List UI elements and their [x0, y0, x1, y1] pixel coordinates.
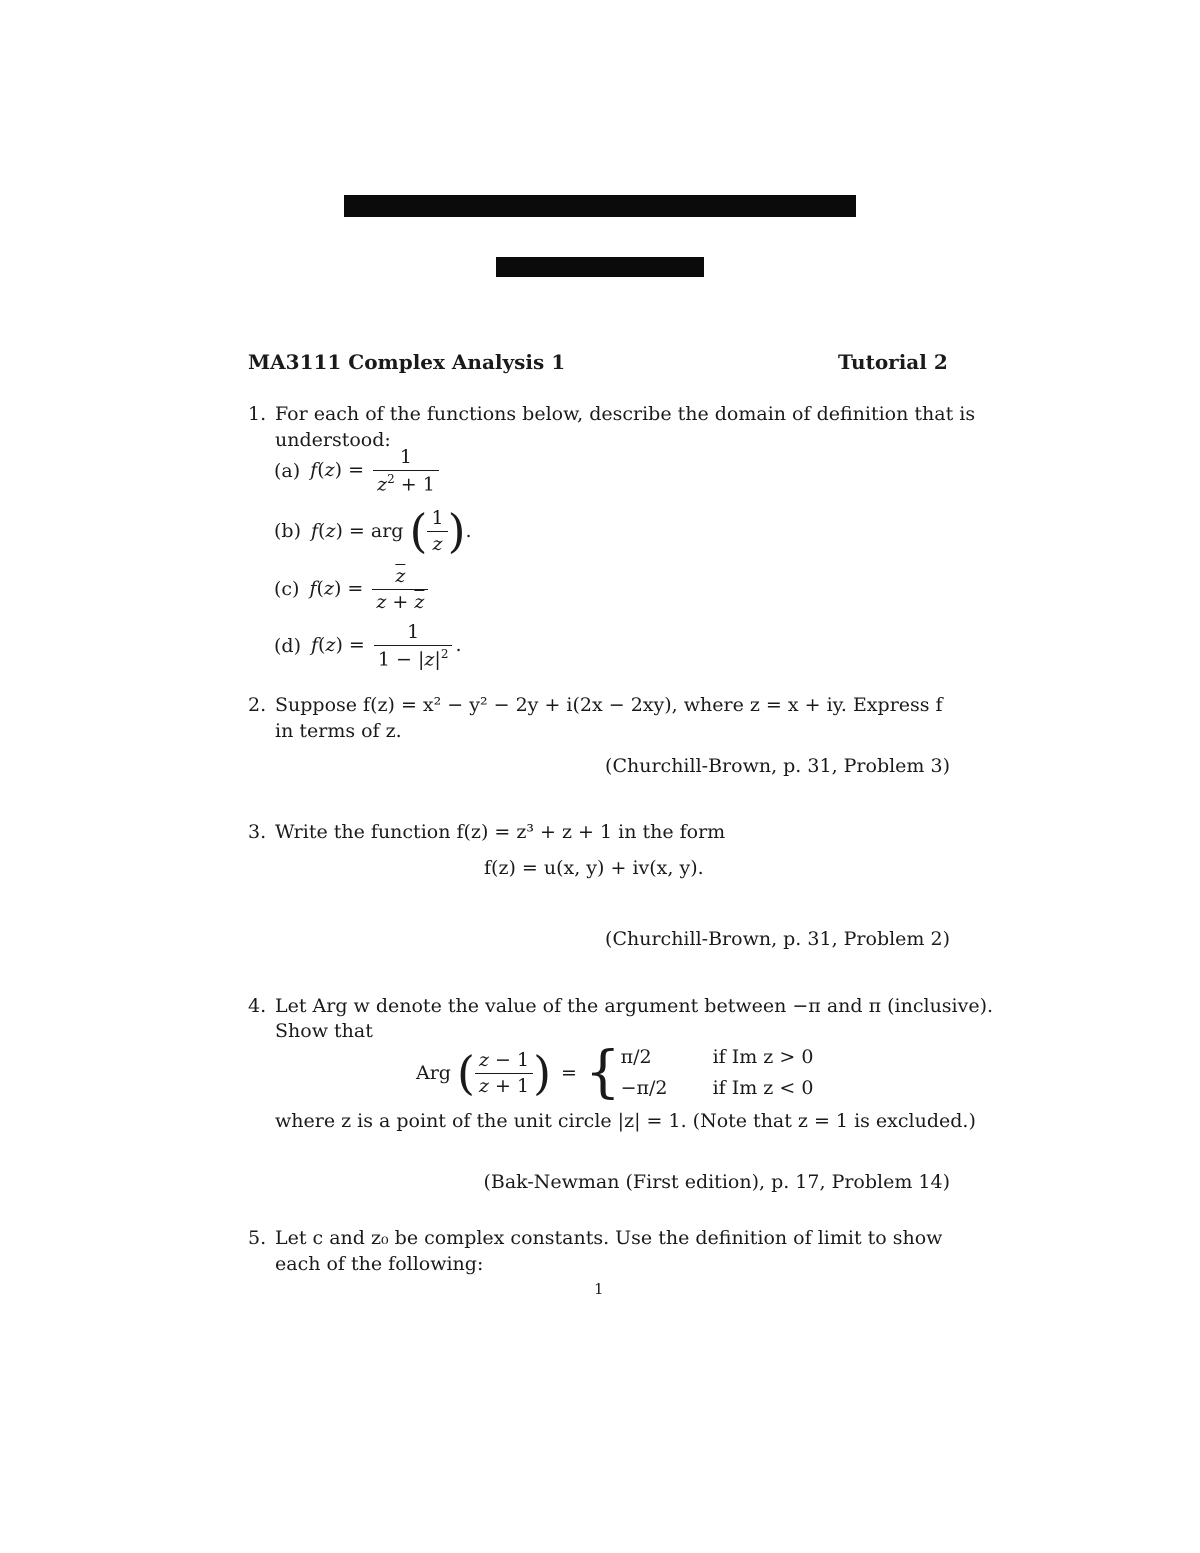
q2-number: 2.: [248, 694, 267, 716]
q4-text-line1: Let Arg w denote the value of the argument between −π and π (inclusive).: [275, 995, 994, 1017]
tutorial-number: Tutorial 2: [838, 350, 948, 374]
q1-text-line2: understood:: [275, 429, 391, 451]
course-title: MA3111 Complex Analysis 1: [248, 350, 566, 374]
q1d-label: (d): [274, 635, 301, 657]
q1c-item: [274, 564, 431, 614]
q1b-formula: f(z) = arg ( $\frac{1}{z}$ ) .: [311, 504, 472, 558]
q4-text-line2: Show that: [275, 1020, 373, 1042]
q4-number: 4.: [248, 995, 267, 1017]
redacted-subtitle-bar: [496, 257, 704, 277]
q3-text-line1: Write the function f(z) = z³ + z + 1 in the form: [275, 821, 726, 843]
q4-cases: [621, 1042, 814, 1104]
q4-text-line3: where z is a point of the unit circle |z| = 1. (Note that z = 1 is excluded.): [275, 1110, 976, 1132]
q2-reference: (Churchill-Brown, p. 31, Problem 3): [605, 755, 950, 777]
q1d-item: [274, 621, 462, 671]
q1-number: 1.: [248, 403, 267, 425]
q3-number: 3.: [248, 821, 267, 843]
page-number: 1: [594, 1280, 604, 1298]
q1c-label: (c): [274, 578, 300, 600]
q4-display-equation: Arg ( $\frac{z - 1}{z + 1}$ ) = { π/2 if Im z > 0 −π/2 if Im z < 0: [416, 1040, 814, 1105]
q1c-formula: f(z) = $\frac{\overline{z}}{z + \overline{z}}$: [309, 566, 431, 613]
q3-display-equation: f(z) = u(x, y) + iv(x, y).: [484, 857, 704, 879]
q1a-formula: f(z) = $\frac{1}{z^2 + 1}$: [310, 447, 442, 495]
q5-number: 5.: [248, 1227, 267, 1249]
q5-text-line1: Let c and z₀ be complex constants. Use the definition of limit to show: [275, 1227, 943, 1249]
q4-case2-value: −π/2: [620, 1077, 668, 1099]
q1b-label: (b): [274, 520, 301, 542]
q4-case1-value: π/2: [620, 1046, 652, 1068]
q4-case1-condition: if Im z > 0: [712, 1046, 814, 1068]
q1d-formula: f(z) = $\frac{1}{1 - |z|^2}$ .: [311, 620, 462, 671]
q2-text-line1: Suppose f(z) = x² − y² − 2y + i(2x − 2xy), where z = x + iy. Express f: [275, 694, 943, 716]
q1b-item: [274, 503, 472, 559]
redacted-title-bar: [344, 195, 856, 217]
q2-text-line2: in terms of z.: [275, 720, 402, 742]
q1-text-line1: For each of the functions below, describe the domain of definition that is: [275, 403, 976, 425]
q4-case2-condition: if Im z < 0: [712, 1077, 814, 1099]
q3-reference: (Churchill-Brown, p. 31, Problem 2): [605, 928, 950, 950]
q1a-label: (a): [274, 460, 301, 482]
q1a-item: [274, 446, 442, 496]
q4-reference: (Bak-Newman (First edition), p. 17, Problem 14): [483, 1171, 950, 1193]
q5-text-line2: each of the following:: [275, 1253, 484, 1275]
